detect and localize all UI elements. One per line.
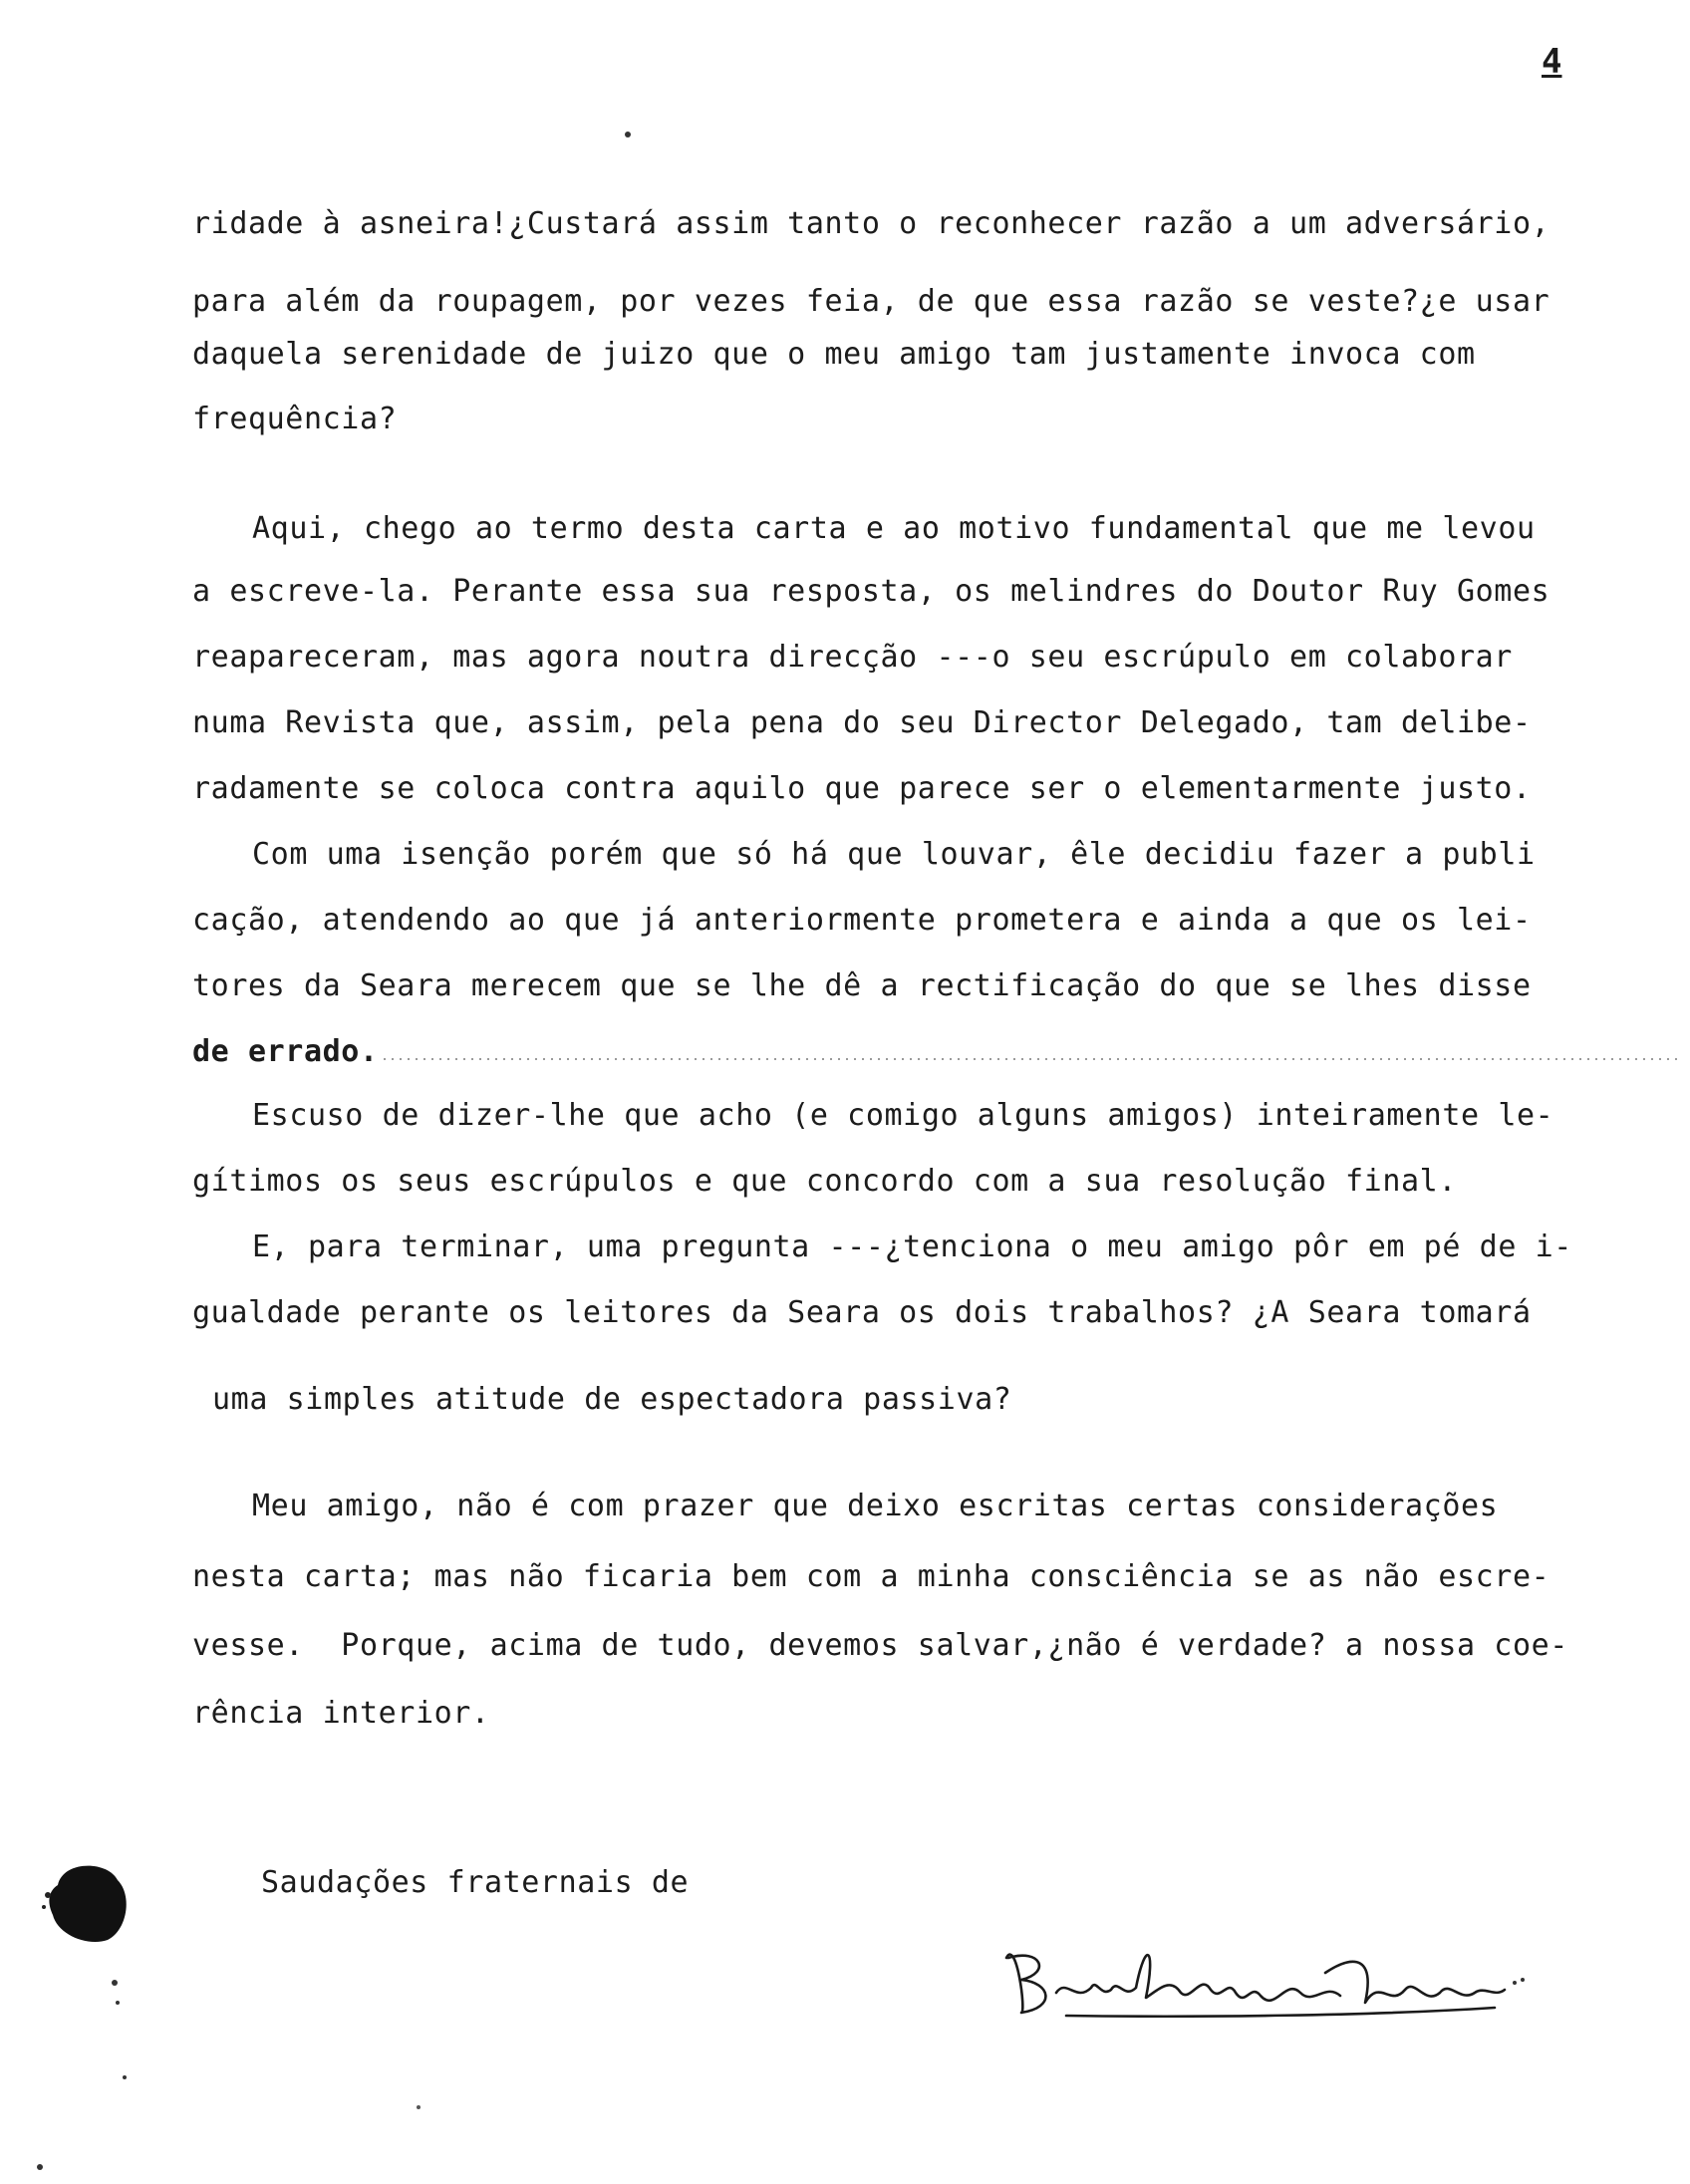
text-line: uma simples atitude de espectadora passiva?: [212, 1382, 1012, 1417]
text-line: gítimos os seus escrúpulos e que concordo com a sua resolução final.: [192, 1164, 1457, 1199]
text-line: gualdade perante os leitores da Seara os dois trabalhos? ¿A Seara tomará: [192, 1295, 1532, 1330]
text-line: cação, atendendo ao que já anteriormente prometera e ainda a que os lei-: [192, 903, 1532, 938]
text-line: numa Revista que, assim, pela pena do seu Director Delegado, tam delibe-: [192, 705, 1532, 740]
smudged-dotted-rule: [384, 1054, 1679, 1064]
text-line: ridade à asneira!¿Custará assim tanto o reconhecer razão a um adversário,: [192, 206, 1550, 241]
text-line: nesta carta; mas não ficaria bem com a minha consciência se as não escre-: [192, 1559, 1550, 1594]
text-line: reapareceram, mas agora noutra direcção ---o seu escrúpulo em colaborar: [192, 640, 1513, 675]
ink-blot: [38, 1855, 138, 1945]
text-line: Meu amigo, não é com prazer que deixo escritas certas considerações: [252, 1489, 1499, 1523]
text-line: daquela serenidade de juizo que o meu amigo tam justamente invoca com: [192, 337, 1476, 372]
text-line: Escuso de dizer-lhe que acho (e comigo alguns amigos) inteiramente le-: [252, 1098, 1554, 1133]
text-line: vesse. Porque, acima de tudo, devemos salvar,¿não é verdade? a nossa coe-: [192, 1628, 1568, 1663]
text-line: tores da Seara merecem que se lhe dê a rectificação do que se lhes disse: [192, 968, 1532, 1003]
text-line: radamente se coloca contra aquilo que parece ser o elementarmente justo.: [192, 771, 1532, 806]
text-line: de errado.: [192, 1034, 379, 1069]
text-line: para além da roupagem, por vezes feia, de que essa razão se veste?¿e usar: [192, 284, 1550, 319]
page-number: 4: [1542, 42, 1562, 82]
text-line: a escreve-la. Perante essa sua resposta, os melindres do Doutor Ruy Gomes: [192, 574, 1550, 609]
text-line: frequência?: [192, 402, 398, 436]
text-line: Aqui, chego ao termo desta carta e ao motivo fundamental que me levou: [252, 511, 1536, 546]
text-line: Com uma isenção porém que só há que louvar, êle decidiu fazer a publi: [252, 837, 1536, 872]
text-line: rência interior.: [192, 1696, 490, 1731]
text-line: E, para terminar, uma pregunta ---¿tenciona o meu amigo pôr em pé de i-: [252, 1229, 1572, 1264]
closing-salutation: Saudações fraternais de: [261, 1865, 690, 1900]
handwritten-signature: [996, 1918, 1535, 2028]
